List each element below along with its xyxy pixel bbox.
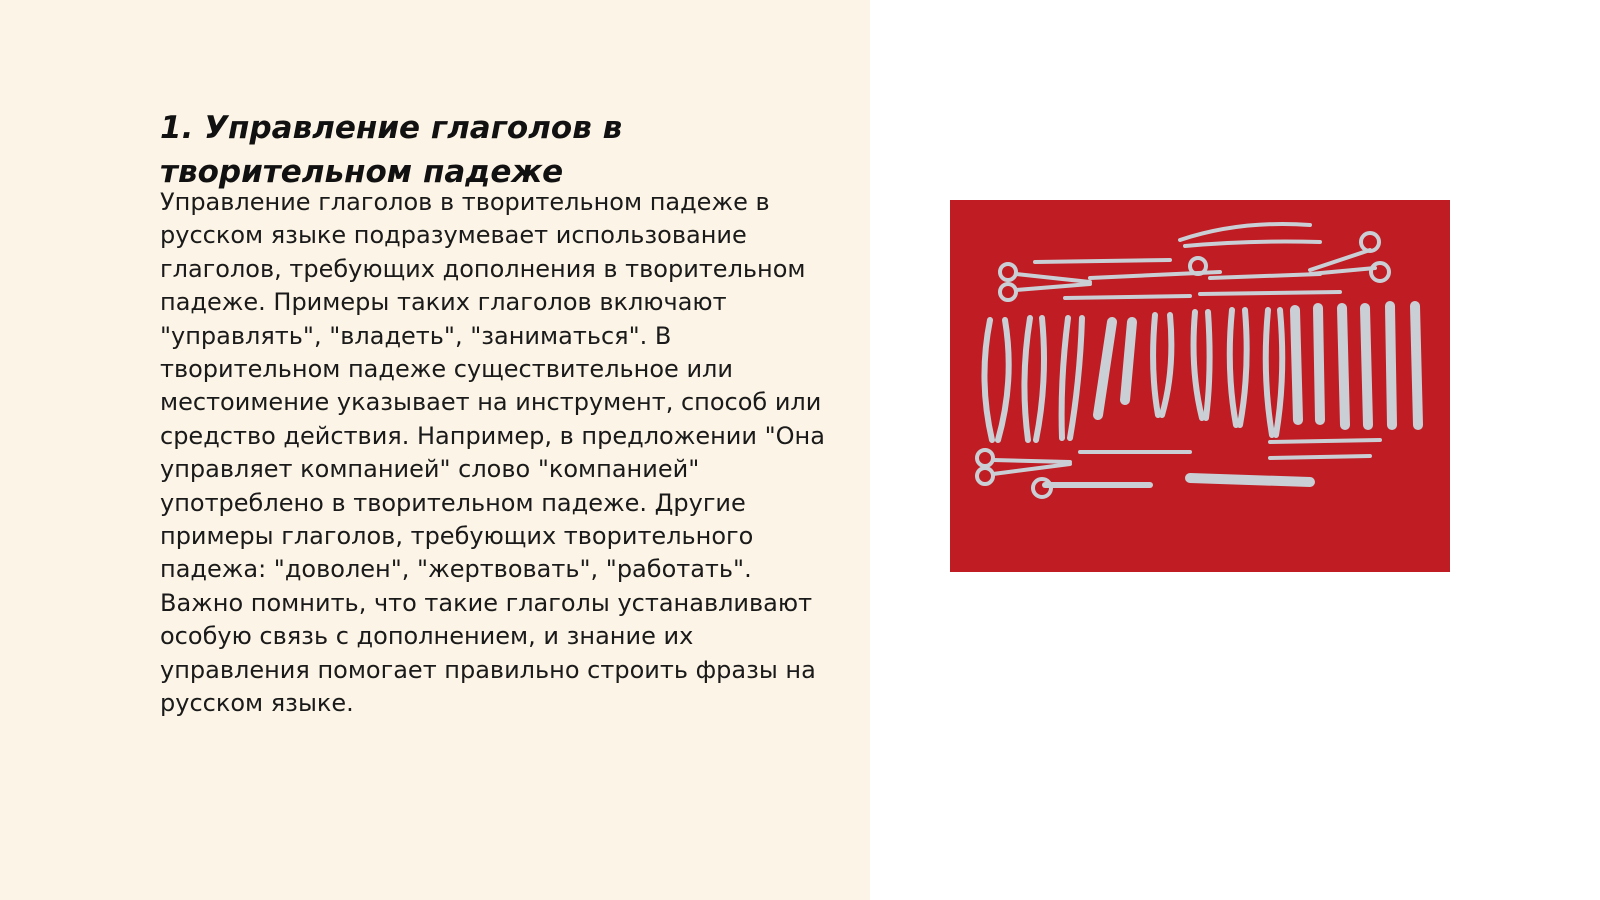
slide-title: 1. Управление глаголов в творительном падеже bbox=[160, 110, 623, 190]
dental-instruments-photo bbox=[950, 200, 1450, 572]
slide-body-text: Управление глаголов в творительном падеже в русском языке подразумевает использование глаголов, требующих дополнения в творительном падеже. Примеры таких глаголов включают "управлять", "владеть", "заниматься". В творительном падеже существительное или местоимение указывает на инструмент, способ или средство действия. Например, в предложении "Она управляет компанией" слово "компанией" употреблено в творительном падеже. Другие примеры глаголов, требующих творительного падежа: "доволен", "жертвовать", "работать". Важно помнить, что такие глаголы устанавливают особую связь с дополнением, и знание их управления помогает правильно строить фразы на русском языке. bbox=[160, 188, 825, 718]
instruments-illustration bbox=[950, 200, 1450, 572]
